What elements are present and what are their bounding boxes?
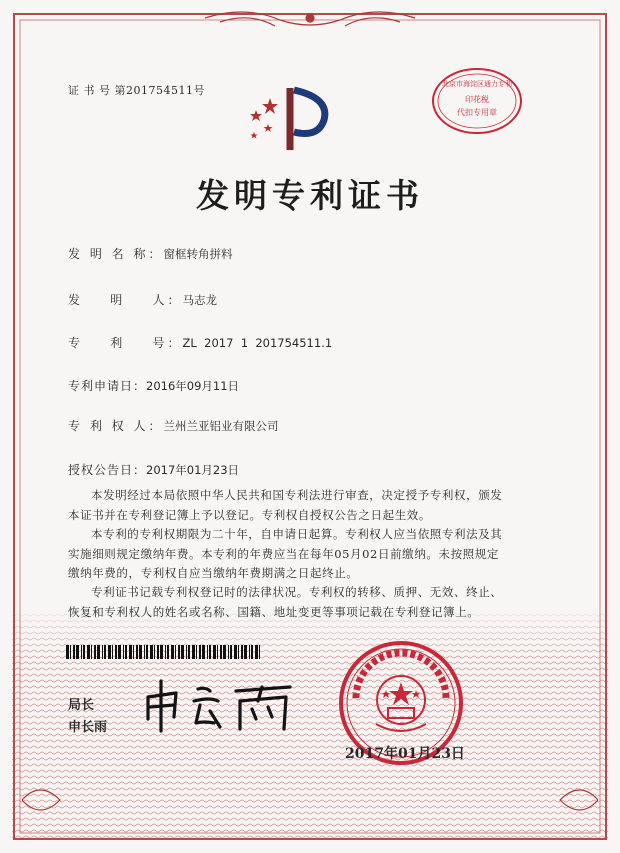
patent-office-logo-icon (240, 80, 340, 160)
field-label: 发 明 人： (68, 293, 183, 307)
signatory-name: 申长雨 (68, 720, 108, 735)
agency-stamp-text-1: 北京市海淀区通力专利 (442, 80, 512, 88)
signatory-title: 局长 (68, 698, 95, 713)
field-label: 专 利 权 人： (68, 419, 164, 433)
field-patent-number (68, 332, 332, 351)
field-value: 2017年01月23日 (146, 463, 240, 477)
barcode-icon (66, 645, 266, 659)
certificate-title: 发明专利证书 (196, 176, 424, 215)
certificate-number (68, 82, 205, 98)
agency-stamp-text-2: 印花税 (465, 95, 489, 104)
field-patentee (68, 415, 278, 434)
paragraph-grant: 本发明经过本局依照中华人民共和国专利法进行审查，决定授予专利权，颁发本证书并在专利登记簿上予以登记。专利权自授权公告之日起生效。 (68, 488, 503, 522)
field-label: 专 利 号： (68, 336, 183, 350)
signature-icon (140, 675, 310, 735)
field-invention-name (68, 243, 232, 262)
field-label: 授权公告日： (68, 463, 147, 477)
field-grant-date (68, 459, 239, 478)
field-value: 窗框转角拼料 (163, 247, 233, 261)
certificate-number-label: 证 书 号 (68, 84, 111, 97)
certificate-number-value: 第201754511号 (114, 84, 205, 97)
issue-date: 2017年01月23日 (345, 746, 465, 762)
field-application-date (68, 375, 239, 394)
agency-stamp-text-3: 代扣专用章 (457, 108, 497, 117)
field-value: 马志龙 (182, 293, 218, 307)
field-value: 兰州兰亚铝业有限公司 (163, 419, 279, 433)
field-value: ZL 2017 1 201754511.1 (182, 336, 333, 350)
paragraph-term: 本专利的专利权期限为二十年，自申请日起算。专利权人应当依照专利法及其实施细则规定缴纳年费。本专利的年费应当在每年05月02日前缴纳。未按照规定缴纳年费的，专利权自应当缴纳年费期满之日起终止。 (68, 527, 503, 580)
field-inventor (68, 289, 217, 308)
paragraph-legal-status: 专利证书记载专利权登记时的法律状况。专利权的转移、质押、无效、终止、恢复和专利权人的姓名或名称、国籍、地址变更等事项记载在专利登记簿上。 (68, 585, 503, 619)
field-label: 专利申请日： (68, 379, 147, 393)
agency-stamp-icon (430, 66, 524, 136)
field-value: 2016年09月11日 (146, 379, 240, 393)
field-label: 发 明 名 称： (68, 247, 164, 261)
